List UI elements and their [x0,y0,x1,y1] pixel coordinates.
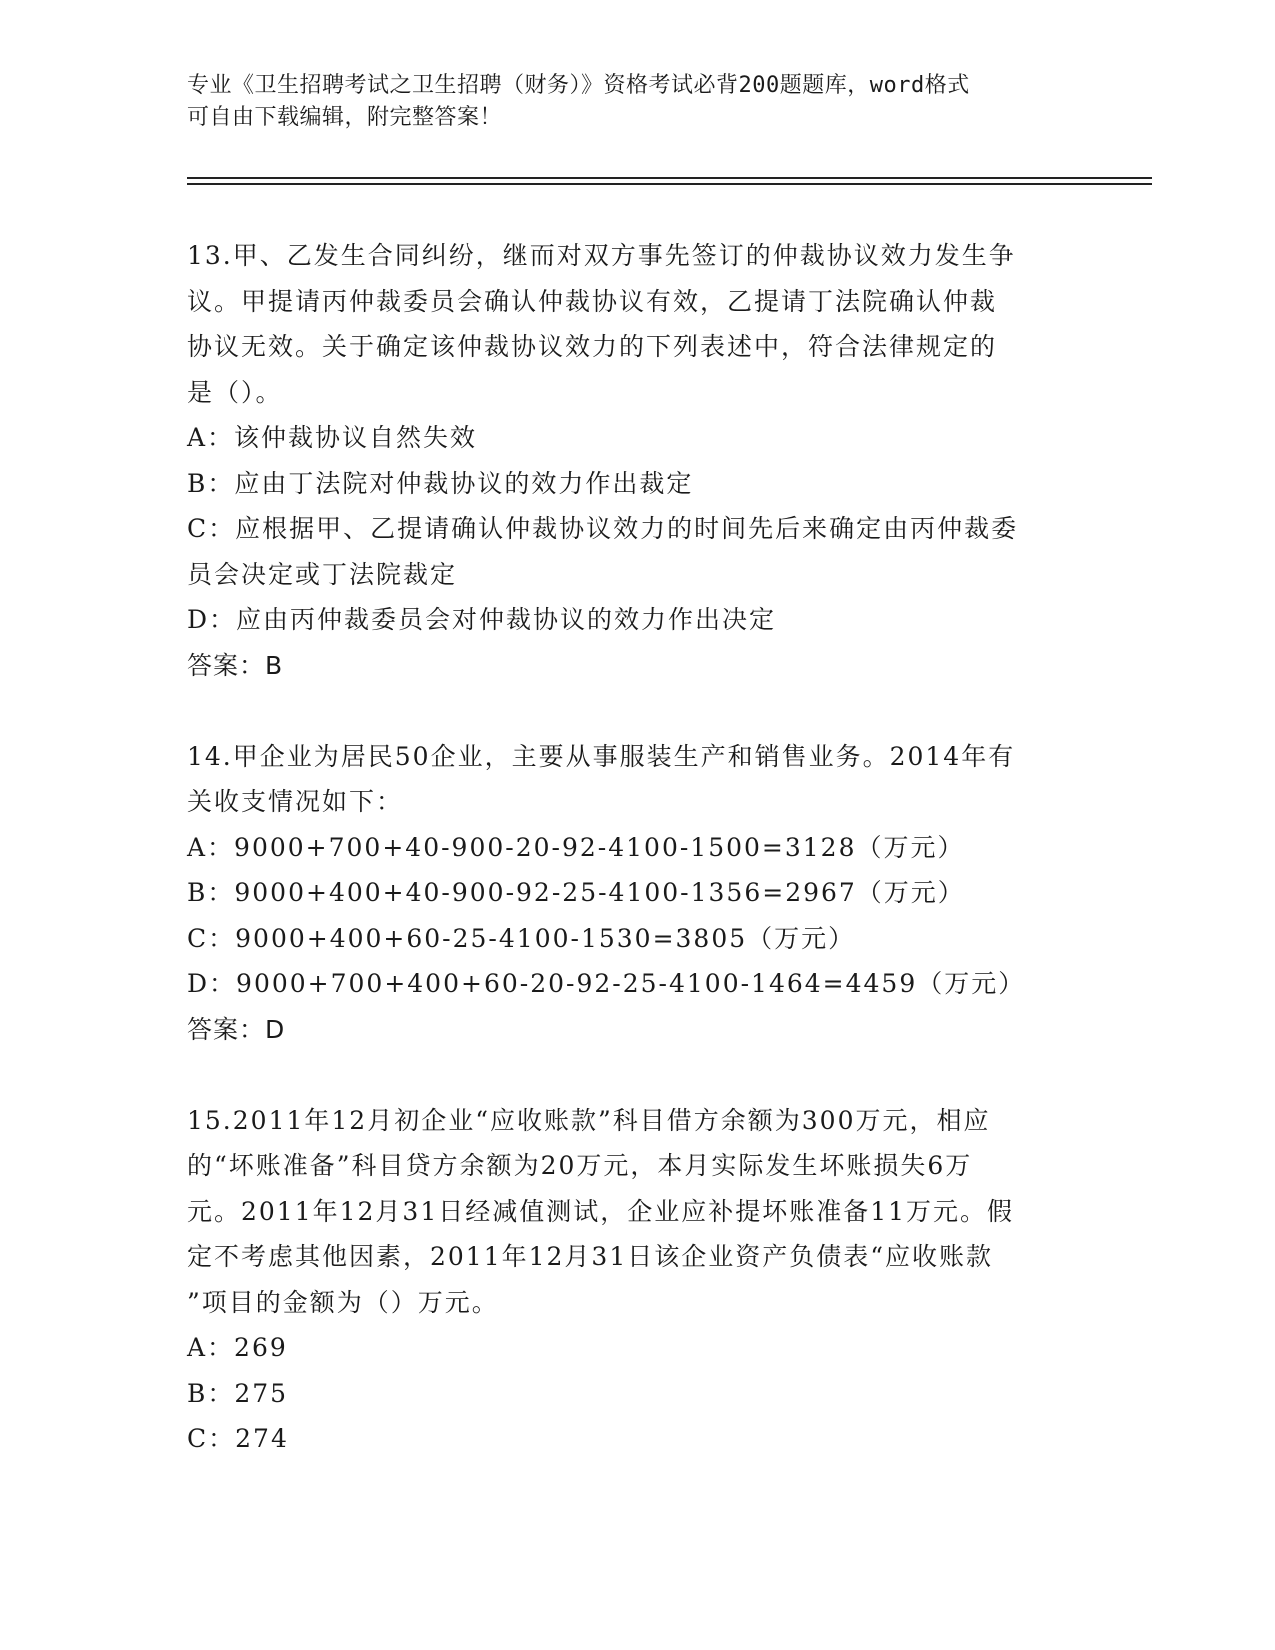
option-c: C：应根据甲、乙提请确认仲裁协议效力的时间先后来确定由丙仲裁委 [187,514,1019,543]
option-d: D：9000+700+400+60-20-92-25-4100-1464=4459（万元） [187,969,1026,998]
question-text-line: 14.甲企业为居民50企业，主要从事服装生产和销售业务。2014年有 [187,741,1016,771]
option-b: B：9000+400+40-900-92-25-4100-1356=2967（万元） [187,878,965,907]
option-a: A：269 [187,1333,288,1362]
option-d: D：应由丙仲裁委员会对仲裁协议的效力作出决定 [187,605,777,634]
question-text-line: 15.2011年12月初企业“应收账款”科目借方余额为300万元，相应 [187,1105,991,1135]
header-divider-bottom [187,183,1152,185]
option-c-continued: 员会决定或丁法院裁定 [187,559,458,589]
question-15 [187,1098,1087,1462]
question-13 [187,233,1087,688]
question-list [187,233,1087,1507]
option-b: B：275 [187,1378,289,1408]
option-a: A：9000+700+40-900-20-92-4100-1500=3128（万元） [187,832,965,862]
header-line-2: 可自由下载编辑，附完整答案！ [187,105,503,130]
option-a: A：该仲裁协议自然失效 [187,423,478,452]
question-text-line: 的“坏账准备”科目贷方余额为20万元，本月实际发生坏账损失6万 [187,1151,973,1180]
question-text-line: 协议无效。关于确定该仲裁协议效力的下列表述中，符合法律规定的 [187,332,998,361]
document-header [187,70,1087,134]
question-text-line: 是（）。 [187,377,283,407]
answer-label: 答案：D [187,1014,286,1044]
header-line-1: 专业《卫生招聘考试之卫生招聘（财务）》资格考试必背200题题库，word格式 [187,73,970,98]
question-text-line: 13.甲、乙发生合同纠纷，继而对双方事先签订的仲裁协议效力发生争 [187,241,1016,270]
option-c: C：9000+400+60-25-4100-1530=3805（万元） [187,923,856,953]
option-b: B：应由丁法院对仲裁协议的效力作出裁定 [187,468,694,498]
header-divider-top [187,177,1152,179]
question-14 [187,734,1087,1053]
question-text-line: 定不考虑其他因素，2011年12月31日该企业资产负债表“应收账款 [187,1242,994,1271]
question-text-line: 关收支情况如下： [187,787,404,816]
question-text-line: 元。2011年12月31日经减值测试，企业应补提坏账准备11万元。假 [187,1196,1015,1226]
question-text-line: 议。甲提请丙仲裁委员会确认仲裁协议有效，乙提请丁法院确认仲裁 [187,286,998,316]
option-c: C：274 [187,1424,289,1453]
answer-label: 答案：B [187,650,284,680]
question-text-line: ”项目的金额为（）万元。 [187,1287,499,1317]
